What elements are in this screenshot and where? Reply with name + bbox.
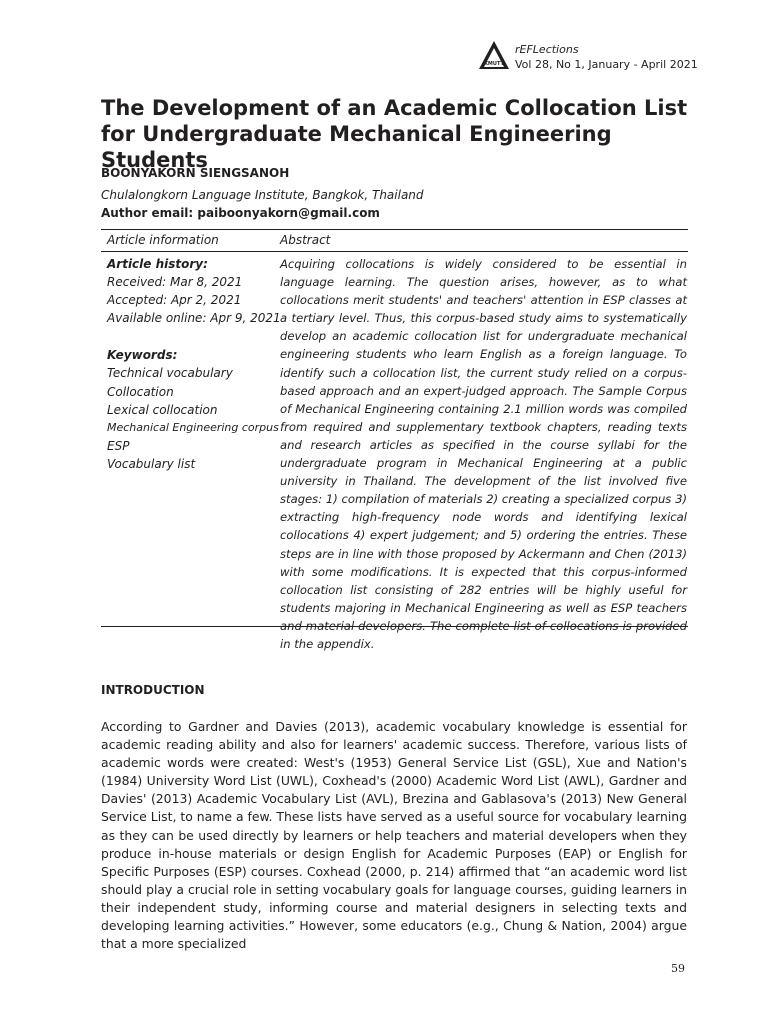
table-bottom-rule	[101, 626, 688, 627]
keyword: Mechanical Engineering corpus	[107, 420, 279, 434]
article-title: The Development of an Academic Collocation List for Undergraduate Mechanical Engineering Students	[101, 96, 688, 172]
journal-name: rEFLections	[515, 43, 579, 56]
abstract-header: Abstract	[280, 233, 331, 247]
logo-text: KMUTT	[484, 61, 504, 67]
keyword: Vocabulary list	[107, 456, 196, 471]
article-info-header: Article information	[107, 233, 219, 247]
abstract-text: Acquiring collocations is widely considered to be essential in language learning. The question arises, however, as to what collocations merit students' and teachers' attention in ESP classes at a tertiary level. Thus, this corpus-based study aims to systematically develop an academic collocation list for undergraduate mechanical engineering students who learn English as a foreign language. To identify such a collocation list, the current study relied on a corpus-based approach and an expert-judged approach. The Sample Corpus of Mechanical Engineering containing 2.1 million words was compiled from required and supplementary textbook chapters, reading texts and research articles as specified in the course syllabi for the undergraduate program in Mechanical Engineering at a public university in Thailand. The development of the list involved five stages: 1) compilation of materials 2) creating a specialized corpus 3) extracting high-frequency node words and identifying lexical collocations 4) expert judgement; and 5) ordering the entries. These steps are in line with those proposed by Ackermann and Chen (2013) with some modifications. It is expected that this corpus-informed collocation list consisting of 282 entries will be highly useful for students majoring in Mechanical Engineering as well as ESP teachers and material developers. The complete list of collocations is provided in the appendix.	[280, 257, 687, 651]
author-name: BOONYAKORN SIENGSANOH	[101, 166, 290, 180]
received-date: Received: Mar 8, 2021	[107, 275, 243, 290]
journal-header	[478, 40, 718, 74]
page-number: 59	[671, 962, 685, 975]
keywords-label: Keywords:	[107, 348, 178, 363]
table-header-rule	[101, 251, 688, 252]
available-date: Available online: Apr 9, 2021	[107, 311, 281, 326]
keyword: Collocation	[107, 384, 174, 399]
author-affiliation: Chulalongkorn Language Institute, Bangkok, Thailand	[101, 188, 424, 202]
introduction-heading: INTRODUCTION	[101, 683, 205, 697]
keyword: Lexical collocation	[107, 402, 218, 417]
keyword: Technical vocabulary	[107, 366, 233, 381]
article-info-column	[107, 255, 281, 473]
journal-volume: Vol 28, No 1, January - April 2021	[515, 58, 698, 71]
introduction-body: According to Gardner and Davies (2013), academic vocabulary knowledge is essential for academic reading ability and also for learners' academic success. Therefore, various lists of academic words were created: West's (1953) General Service List (GSL), Xue and Nation's (1984) University Word List (UWL), Coxhead's (2000) Academic Word List (AWL), Gardner and Davies' (2013) Academic Vocabulary List (AVL), Brezina and Gablasova's (2013) New General Service List, to name a few. These lists have served as a useful source for vocabulary learning as they can be used directly by learners or help teachers and material developers when they produce in-house materials or design English for Academic Purposes (EAP) or English for Specific Purposes (ESP) courses. Coxhead (2000, p. 214) affirmed that “an academic word list should play a crucial role in setting vocabulary goals for language courses, guiding learners in their independent study, informing course and material designers in selecting texts and developing learning activities.” However, some educators (e.g., Chung & Nation, 2004) argue that a more specialized	[101, 719, 687, 952]
journal-logo	[478, 40, 510, 70]
author-email: Author email: paiboonyakorn@gmail.com	[101, 206, 380, 220]
table-top-rule	[101, 229, 688, 230]
accepted-date: Accepted: Apr 2, 2021	[107, 293, 242, 308]
history-label: Article history:	[107, 257, 208, 271]
keyword: ESP	[107, 438, 130, 453]
